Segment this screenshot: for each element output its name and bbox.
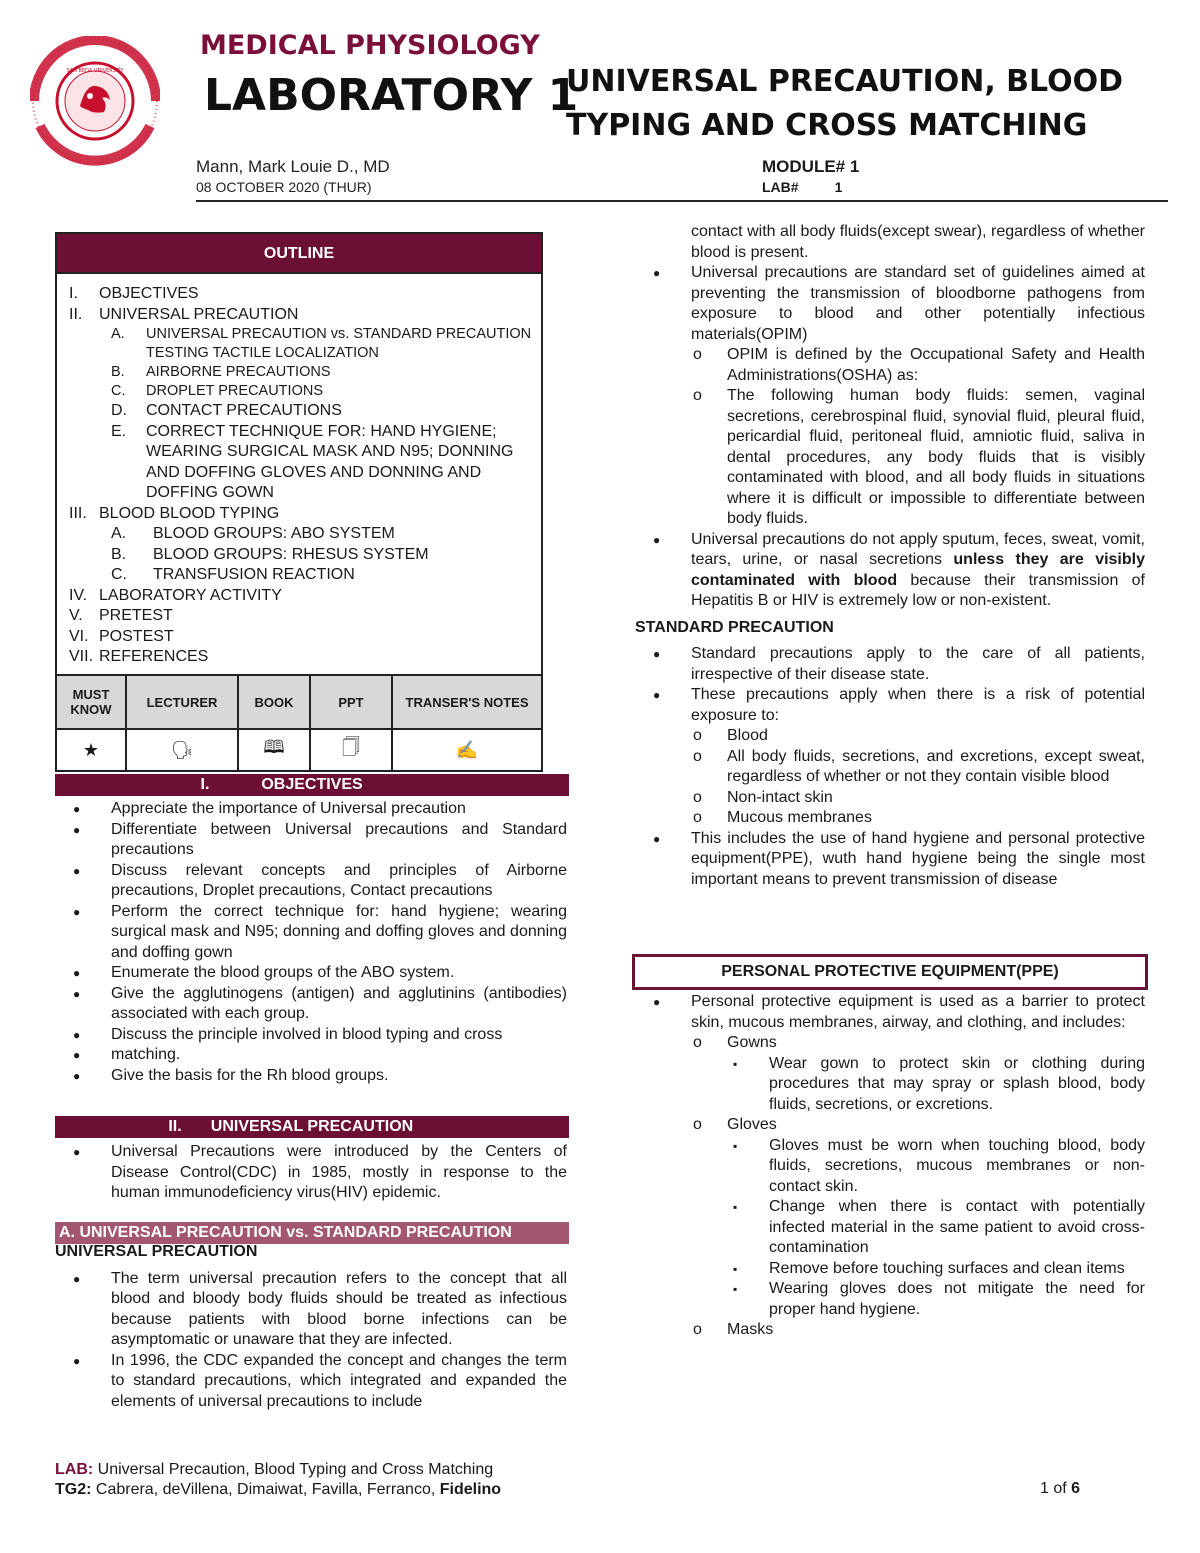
outline-num: C. [111, 566, 127, 583]
outline-heading: OUTLINE [57, 234, 541, 274]
ppe-gloves: o Gloves [635, 1115, 1145, 1136]
standard-item: ● These precautions apply when there is a risk of potential exposure to: [635, 685, 1145, 726]
outline-item [69, 524, 541, 545]
legend-label: PPT [311, 676, 391, 730]
objective-item: ● matching. [55, 1045, 567, 1066]
legend-col-notes [393, 676, 541, 770]
outline-num: I. [69, 285, 78, 302]
universal-precaution-block [55, 1242, 567, 1412]
objectives-heading: OBJECTIVES [261, 776, 363, 793]
slides-icon: 🗍 [342, 737, 360, 757]
outline-num: E. [111, 422, 127, 440]
right-subitem: o The following human body fluids: semen, vaginal secretions, cerebrospinal fluid, synovial fluid, pleural fluid, pericardial fluid, peritoneal fluid, amniotic fluid, saliva in dental procedures, any body fluids that is visibly contaminated with blood, and all body fluids in situations where it is difficult or impossible to differentiate between body fluids. [635, 386, 1145, 530]
footer-lab-text: Universal Precaution, Blood Typing and Cross Matching [93, 1461, 494, 1478]
objective-item: ● Discuss the principle involved in blood typing and cross [55, 1025, 567, 1046]
objectives-bar [55, 774, 569, 796]
footer-tg-bold: Fidelino [439, 1481, 502, 1498]
objective-item: ● Perform the correct technique for: hand hygiene; wearing surgical mask and N95; donning and doffing gloves and donning and doffing gown [55, 902, 567, 964]
lecturer-name: Mann, Mark Louie D., MD [196, 157, 390, 176]
ppe-gowns-item: ▪ Wear gown to protect skin or clothing during procedures that may spray or splash blood, body fluids, secretions, or excretions. [635, 1054, 1145, 1116]
right-subitem: o OPIM is defined by the Occupational Safety and Health Administrations(OSHA) as: [635, 345, 1145, 386]
outline-item [69, 565, 541, 586]
ppe-gowns: o Gowns [635, 1033, 1145, 1054]
objective-item: ● Enumerate the blood groups of the ABO system. [55, 963, 567, 984]
ppe-masks: o Masks [635, 1320, 1145, 1341]
outline-num: V. [69, 607, 83, 624]
legend-label: MUST KNOW [57, 676, 125, 730]
outline-item [69, 382, 541, 401]
outline-num: B. [111, 364, 125, 380]
outline-text: UNIVERSAL PRECAUTION [99, 305, 299, 323]
outline-num: A. [111, 525, 127, 542]
footer-tg-text: Cabrera, deVillena, Dimaiwat, Favilla, Ferranco, [91, 1481, 440, 1498]
outline-text: REFERENCES [99, 648, 209, 665]
footer-tg [55, 1480, 1095, 1500]
ppe-gloves-item: ▪ Change when there is contact with potentially infected material in the same patient to avoid cross-contamination [635, 1197, 1145, 1259]
outline-item [69, 606, 541, 627]
objectives-list [55, 799, 567, 1086]
standard-subitem: o Blood [635, 726, 1145, 747]
outline-item [69, 284, 541, 305]
lecture-date: 08 OCTOBER 2020 (THUR) [196, 179, 372, 195]
footer-lab [55, 1460, 1095, 1480]
outline-text: AIRBORNE PRECAUTIONS [146, 364, 331, 380]
legend-label: LECTURER [127, 676, 237, 730]
legend-col-lecturer [127, 676, 239, 770]
standard-subitem: o All body fluids, secretions, and excretions, except sweat, regardless of whether or not they contain visible blood [635, 747, 1145, 788]
universal-intro: ● Universal Precautions were introduced by the Centers of Disease Control(CDC) in 1985, mostly in response to the human immunodeficiency virus(HIV) epidemic. [55, 1142, 567, 1204]
outline-item [69, 504, 541, 525]
standard-subitem: o Non-intact skin [635, 788, 1145, 809]
outline-num: II. [69, 305, 83, 323]
outline-text: OBJECTIVES [99, 285, 199, 302]
outline-num: C. [111, 383, 126, 399]
outline-text: PRETEST [99, 607, 173, 624]
outline-text: LABORATORY ACTIVITY [99, 586, 282, 604]
ppe-gloves-item: ▪ Wearing gloves does not mitigate the need for proper hand hygiene. [635, 1279, 1145, 1320]
subject-title: MEDICAL PHYSIOLOGY [200, 30, 540, 61]
ppe-gloves-item: ▪ Gloves must be worn when touching blood, body fluids, secretions, mucous membranes or non-contact skin. [635, 1136, 1145, 1198]
universal-bar [55, 1116, 569, 1138]
header-divider [196, 200, 1168, 202]
legend-col-must-know [57, 676, 127, 770]
objective-item: ● Discuss relevant concepts and principles of Airborne precautions, Droplet precautions, Contact precautions [55, 861, 567, 902]
outline-text: BLOOD GROUPS: ABO SYSTEM [153, 525, 395, 542]
star-icon: ★ [82, 739, 100, 760]
college-logo [30, 36, 160, 166]
outline-item [69, 647, 541, 668]
outline-num: III. [69, 504, 87, 522]
outline-item [69, 586, 541, 607]
universal-intro-block [55, 1142, 567, 1204]
outline-box [55, 232, 543, 772]
outline-text: BLOOD BLOOD TYPING [99, 504, 280, 522]
legend-label: TRANSER'S NOTES [393, 676, 541, 730]
right-item [635, 530, 1145, 612]
outline-text: TRANSFUSION REACTION [153, 566, 355, 583]
seal-text: SAN BEDA UNIVERSITY [66, 68, 124, 74]
b3-text-b: because their transmission of Hepatitis B or HIV is extremely low or non-existent. [691, 571, 1145, 609]
right-column [635, 222, 1145, 890]
outline-item [69, 545, 541, 566]
ppe-block [635, 992, 1145, 1341]
outline-item [69, 325, 541, 363]
standard-item: ● Standard precautions apply to the care of all patients, irrespective of their disease state. [635, 644, 1145, 685]
page-number [1040, 1480, 1080, 1498]
continued-text: contact with all body fluids(except swear), regardless of whether blood is present. [691, 223, 1145, 261]
objective-item: ● Give the agglutinogens (antigen) and agglutinins (antibodies) associated with each group. [55, 984, 567, 1025]
footer-tg-label: TG2: [55, 1481, 92, 1498]
lab-no-label: LAB# [762, 179, 799, 195]
outline-item [69, 363, 541, 382]
outline-num: VII. [69, 648, 94, 665]
outline-num: IV. [69, 586, 88, 604]
lab-title: UNIVERSAL PRECAUTION, BLOOD TYPING AND CROSS MATCHING [566, 64, 1123, 143]
b3-text-a: Universal precautions do not apply sputum, feces, sweat, vomit, tears, urine, or nasal secretions [691, 530, 1145, 568]
objective-item: ● Appreciate the importance of Universal precaution [55, 799, 567, 820]
universal-precaution-heading: UNIVERSAL PRECAUTION [55, 1243, 258, 1260]
standard-subitem: o Mucous membranes [635, 808, 1145, 829]
pen-icon: ✍ [455, 739, 479, 760]
page-current: 1 [1040, 1480, 1049, 1497]
outline-text: POSTEST [99, 627, 174, 645]
outline-item [69, 422, 541, 504]
standard-precaution-heading: STANDARD PRECAUTION [635, 618, 834, 636]
speaker-icon: 🗣 [170, 739, 194, 760]
lab-no [762, 179, 842, 195]
outline-num: B. [111, 545, 127, 563]
outline-text: UNIVERSAL PRECAUTION vs. STANDARD PRECAUTION TESTING TACTILE LOCALIZATION [146, 326, 532, 361]
outline-item [69, 627, 541, 648]
outline-num: VI. [69, 627, 89, 645]
ppe-heading: PERSONAL PROTECTIVE EQUIPMENT(PPE) [632, 954, 1148, 990]
universal-heading: UNIVERSAL PRECAUTION [210, 1118, 414, 1135]
standard-item: ● This includes the use of hand hygiene and personal protective equipment(PPE), wuth hand hygiene being the single most important means to prevent transmission of disease [635, 829, 1145, 891]
legend-col-book [239, 676, 311, 770]
outline-text: CONTACT PRECAUTIONS [146, 402, 342, 419]
footer [55, 1460, 1095, 1500]
universal-item: ● The term universal precaution refers to the concept that all blood and bloody body fluids should be treated as infectious because patients with blood borne infections can be asymptomatic or unaware that they are infected. [55, 1269, 567, 1351]
page-of: of [1048, 1480, 1072, 1497]
legend-label: BOOK [239, 676, 309, 730]
ppe-item: ● Personal protective equipment is used as a barrier to protect skin, mucous membranes, airway, and clothing, and includes: [635, 992, 1145, 1033]
outline-list [57, 274, 541, 668]
universal-vs-standard-bar: A. UNIVERSAL PRECAUTION vs. STANDARD PRECAUTION [55, 1222, 569, 1244]
universal-num: II. [168, 1118, 182, 1135]
page-total: 6 [1071, 1480, 1081, 1497]
outline-text: CORRECT TECHNIQUE FOR: HAND HYGIENE; WEARING SURGICAL MASK AND N95; DONNING AND DOFFING GLOVES AND DONNING AND DOFFING GOWN [146, 422, 514, 501]
right-item: ● Universal precautions are standard set of guidelines aimed at preventing the transmission of bloodborne pathogens from exposure to blood and other potentially infectious materials(OPIM) [635, 263, 1145, 345]
outline-num: A. [111, 326, 125, 342]
b3-text-bold: unless they are visibly contaminated with blood [691, 551, 1145, 589]
outline-text: BLOOD GROUPS: RHESUS SYSTEM [153, 545, 429, 563]
lab-number: LABORATORY 1 [204, 70, 579, 121]
ppe-gloves-item: ▪ Remove before touching surfaces and clean items [635, 1259, 1145, 1280]
outline-item [69, 305, 541, 326]
legend-col-ppt [311, 676, 393, 770]
objective-item: ● Differentiate between Universal precautions and Standard precautions [55, 820, 567, 861]
outline-item [69, 401, 541, 422]
universal-item: ● In 1996, the CDC expanded the concept and changes the term to standard precautions, which integrated and expanded the elements of universal precautions to include [55, 1351, 567, 1413]
module-number: MODULE# 1 [762, 157, 860, 176]
objectives-num: I. [200, 776, 210, 793]
outline-text: DROPLET PRECAUTIONS [146, 383, 323, 399]
outline-num: D. [111, 402, 127, 419]
book-icon: 🕮 [263, 737, 285, 757]
legend-table [57, 674, 541, 770]
lab-no-value: 1 [834, 179, 843, 195]
objective-item: ● Give the basis for the Rh blood groups. [55, 1066, 567, 1087]
footer-lab-label: LAB: [55, 1461, 94, 1478]
